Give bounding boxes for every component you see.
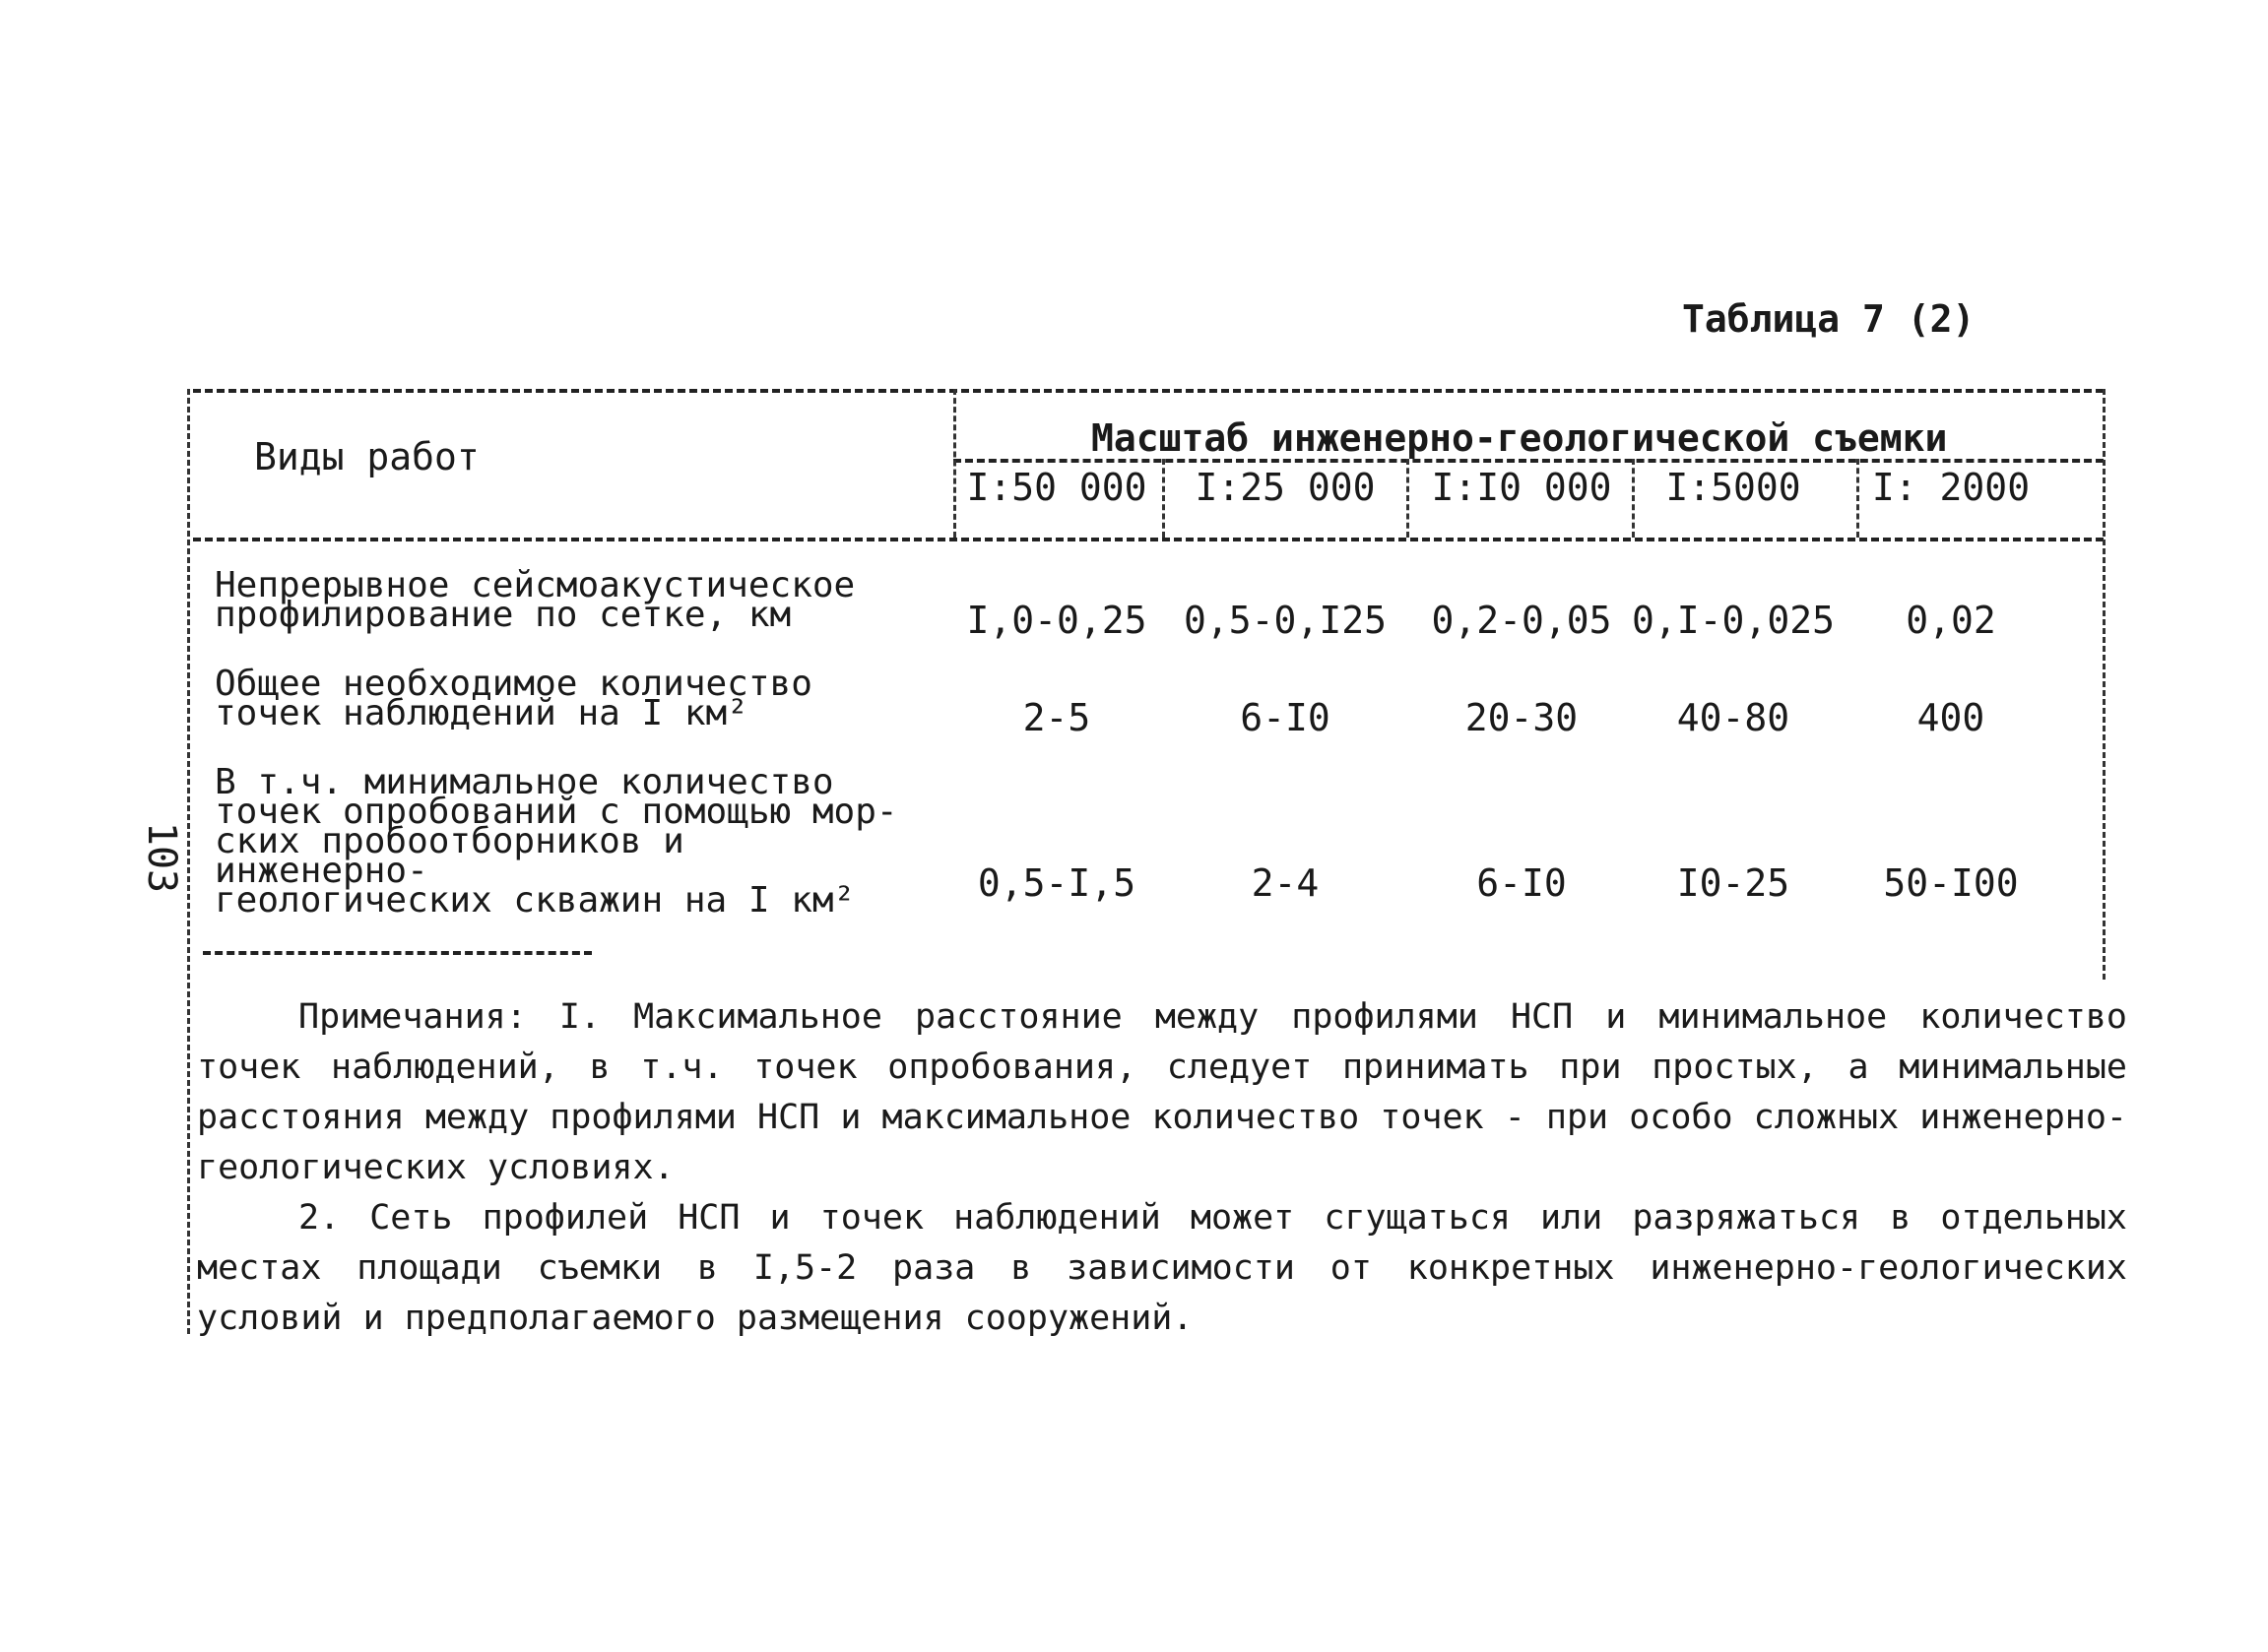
scale-col-5: I: 2000 <box>1871 466 2031 509</box>
table-bottom-rule <box>203 951 592 955</box>
table-cell: 0,2-0,05 <box>1431 599 1612 642</box>
table-cell: 400 <box>1916 696 1985 739</box>
page-number: 103 <box>139 821 185 894</box>
table-left-rule <box>187 389 190 1334</box>
table-notes <box>197 992 2127 1344</box>
scale-group-header: Масштаб инженерно-геологической съемки <box>1091 416 1948 460</box>
table-cell: I,0-0,25 <box>966 599 1147 642</box>
scale-col-1: I:50 000 <box>966 466 1147 509</box>
row-label-sampling-points: В т.ч. минимальное количество точек опробований с помощью мор- ских пробоотборников и инженерно- геологических скважин на I км² <box>215 762 898 921</box>
table-right-rule <box>2103 389 2106 980</box>
table-caption: Таблица 7 (2) <box>1682 297 1976 341</box>
table-cell: 0,02 <box>1906 599 1996 642</box>
table-cell: 2-5 <box>1022 696 1091 739</box>
header-col-divider <box>953 389 956 538</box>
scale-col-4: I:5000 <box>1665 466 1801 509</box>
table-cell: 6-I0 <box>1240 696 1330 739</box>
row-header: Виды работ <box>254 435 480 478</box>
table-cell: 0,I-0,025 <box>1632 599 1835 642</box>
row-label-observation-points: Общее необходимое количество точек наблюдений на I км² <box>215 664 812 733</box>
table-cell: 0,5-0,I25 <box>1184 599 1387 642</box>
table-top-rule <box>193 389 2104 393</box>
scale-col-3: I:I0 000 <box>1431 466 1612 509</box>
table-cell: 40-80 <box>1676 696 1790 739</box>
header-bottom-rule <box>193 538 2104 541</box>
scale-col-2: I:25 000 <box>1195 466 1376 509</box>
table-cell: 50-I00 <box>1883 861 2019 905</box>
note-1: Примечания: I. Максимальное расстояние между профилями НСП и минимальное количество точек наблюдений, в т.ч. точек опробования, следует принимать при простых, а минимальные расстояния между профилями НСП и максимальное количество точек - при особо сложных инженерно-геологических условиях. <box>197 997 2127 1187</box>
table-cell: 6-I0 <box>1476 861 1567 905</box>
table-cell: 2-4 <box>1251 861 1320 905</box>
table-cell: I0-25 <box>1676 861 1790 905</box>
row-label-seismic-profiling: Непрерывное сейсмоакустическое профилирование по сетке, км <box>215 565 856 635</box>
table-cell: 20-30 <box>1464 696 1579 739</box>
table-cell: 0,5-I,5 <box>977 861 1136 905</box>
note-2: 2. Сеть профилей НСП и точек наблюдений может сгущаться или разряжаться в отдельных местах площади съемки в I,5-2 раза в зависимости от конкретных инженерно-геологических условий и предполагаемого размещения сооружений. <box>197 1198 2127 1338</box>
